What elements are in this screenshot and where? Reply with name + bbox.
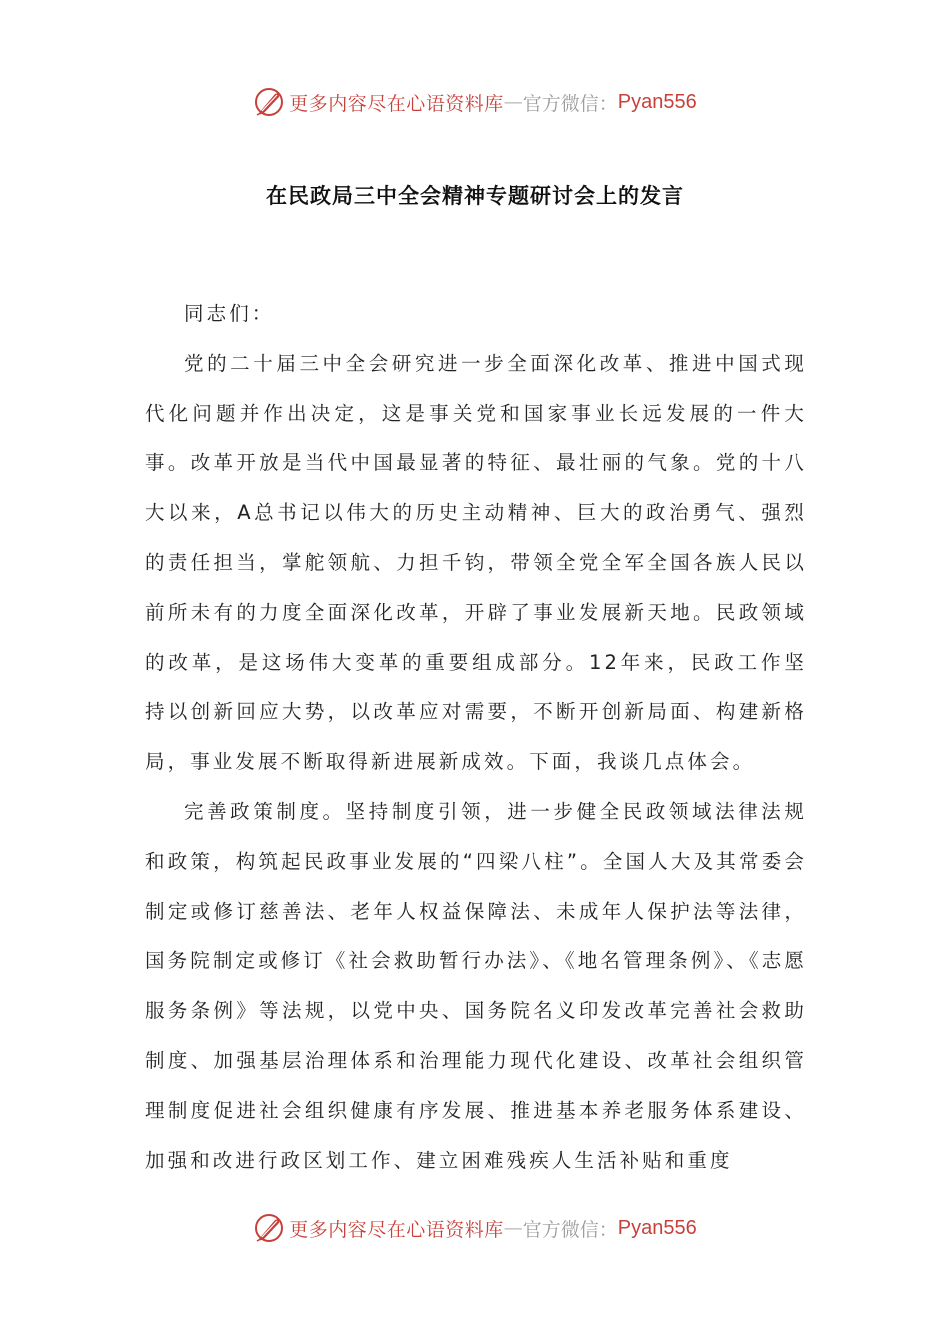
footer-banner [0,1208,950,1248]
paragraph: 完善政策制度。坚持制度引领，进一步健全民政领域法律法规和政策，构筑起民政事业发展的“四梁八柱”。全国人大及其常委会制定或修订慈善法、老年人权益保障法、未成年人保护法等法律，国务院制定或修订《社会救助暂行办法》、《地名管理条例》、《志愿服务条例》等法规，以党中央、国务院名义印发改革完善社会救助制度、加强基层治理体系和治理能力现代化建设、改革社会组织管理制度促进社会组织健康有序发展、推进基本养老服务体系建设、加强和改进行政区划工作、建立困难残疾人生活补贴和重度 [145,799,807,1172]
banner-wechat-id: Pyan556 [617,90,697,113]
document-title: 在民政局三中全会精神专题研讨会上的发言 [266,184,684,208]
quill-pen-logo-icon [253,1212,285,1244]
quill-pen-logo-icon [253,86,285,118]
salutation: 同志们： [184,302,275,325]
paragraph: 党的二十届三中全会研究进一步全面深化改革、推进中国式现代化问题并作出决定，这是事关党和国家事业长远发展的一件大事。改革开放是当代中国最显著的特征、最壮丽的气象。党的十八大以来，A总书记以伟大的历史主动精神、巨大的政治勇气、强烈的责任担当，掌舵领航、力担千钧，带领全党全军全国各族人民以前所未有的力度全面深化改革，开辟了事业发展新天地。民政领域的改革，是这场伟大变革的重要组成部分。12年来，民政工作坚持以创新回应大势，以改革应对需要，不断开创新局面、构建新格局，事业发展不断取得新进展新成效。下面，我谈几点体会。 [145,351,807,774]
banner-wechat-label: 官方微信： [522,92,618,115]
banner-wechat-label: 官方微信： [522,1218,618,1241]
banner-separator: — [503,1217,523,1239]
banner-slogan: 更多内容尽在心语资料库 [289,92,504,115]
banner-wechat-id: Pyan556 [617,1216,697,1239]
banner-slogan: 更多内容尽在心语资料库 [289,1218,504,1241]
banner-separator: — [503,91,523,113]
header-banner [0,82,950,122]
document-body [145,289,807,1185]
